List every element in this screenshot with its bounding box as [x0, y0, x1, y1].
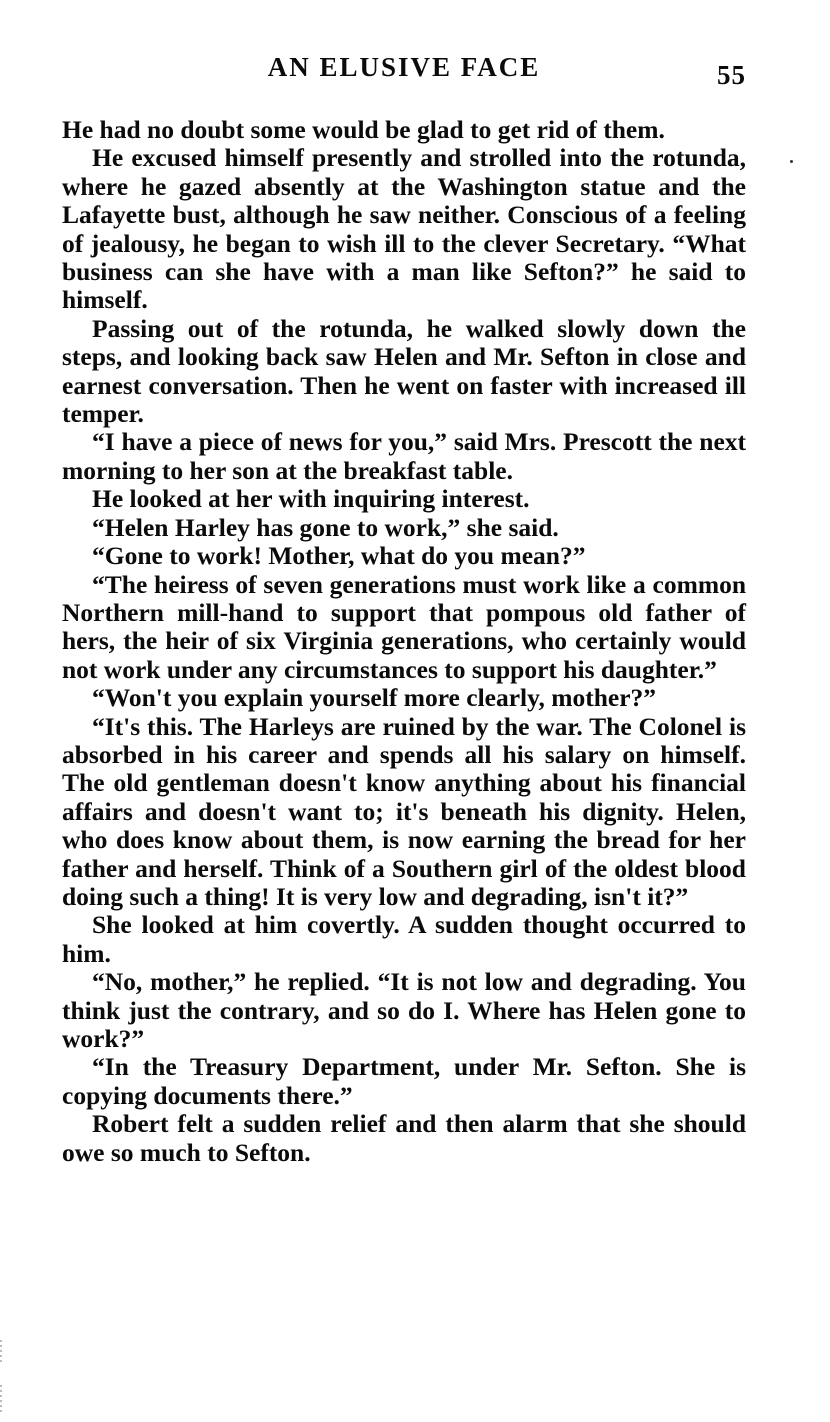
paragraph: “No, mother,” he replied. “It is not low and degrading. You think just the contrary, and so do I. Where has Helen gone to work?”: [62, 967, 746, 1053]
page-number: 55: [717, 60, 746, 90]
paragraph: “The heiress of seven generations must work like a common Northern mill-hand to support that pompous old father of hers, the heir of six Virginia generations, who certainly would not work under any circumstances to support his daughter.”: [62, 569, 746, 684]
paragraph: “Helen Harley has gone to work,” she said.: [92, 512, 559, 542]
paragraph: He had no doubt some would be glad to get rid of them.: [62, 115, 665, 144]
paragraph: She looked at him covertly. A sudden thought occurred to him.: [62, 910, 746, 968]
paragraph: He excused himself presently and strolled into the rotunda, where he gazed absently at the Washington statue and the Lafayette bust, although he saw neither. Conscious of a feeling of jealousy, he began to wish ill to the clever Secretary. “What business can she have with a man like Sefton?” he said to himself.: [62, 143, 746, 315]
paragraph: Robert felt a sudden relief and then alarm that she should owe so much to Sefton.: [62, 1109, 746, 1167]
print-speck: [790, 160, 793, 163]
paragraph: “I have a piece of news for you,” said Mrs. Prescott the next morning to her son at the breakfast table.: [62, 427, 746, 485]
paragraph: He looked at her with inquiring interest.: [92, 484, 530, 514]
paragraph: “In the Treasury Department, under Mr. Sefton. She is copying documents there.”: [62, 1052, 746, 1110]
running-head: [62, 52, 746, 92]
paragraph: “It's this. The Harleys are ruined by the war. The Colonel is absorbed in his career and spends all his salary on himself. The old gentleman doesn't know anything about his financial affairs and doesn't want to; it's beneath his dignity. Helen, who does know about them, is now earning the bread for her father and herself. Think of a Southern girl of the oldest blood doing such a thing! It is very low and degrading, isn't it?”: [62, 711, 746, 911]
paragraph: “Gone to work! Mother, what do you mean?”: [92, 541, 586, 571]
margin-mark: [0, 1385, 2, 1415]
body-text: [62, 116, 746, 1167]
running-title: AN ELUSIVE FACE: [267, 52, 541, 82]
margin-mark: [0, 1340, 2, 1364]
paragraph: “Won't you explain yourself more clearly, mother?”: [92, 683, 657, 713]
paragraph: Passing out of the rotunda, he walked slowly down the steps, and looking back saw Helen and Mr. Sefton in close and earnest conversation. Then he went on faster with increased ill temper.: [62, 313, 746, 429]
